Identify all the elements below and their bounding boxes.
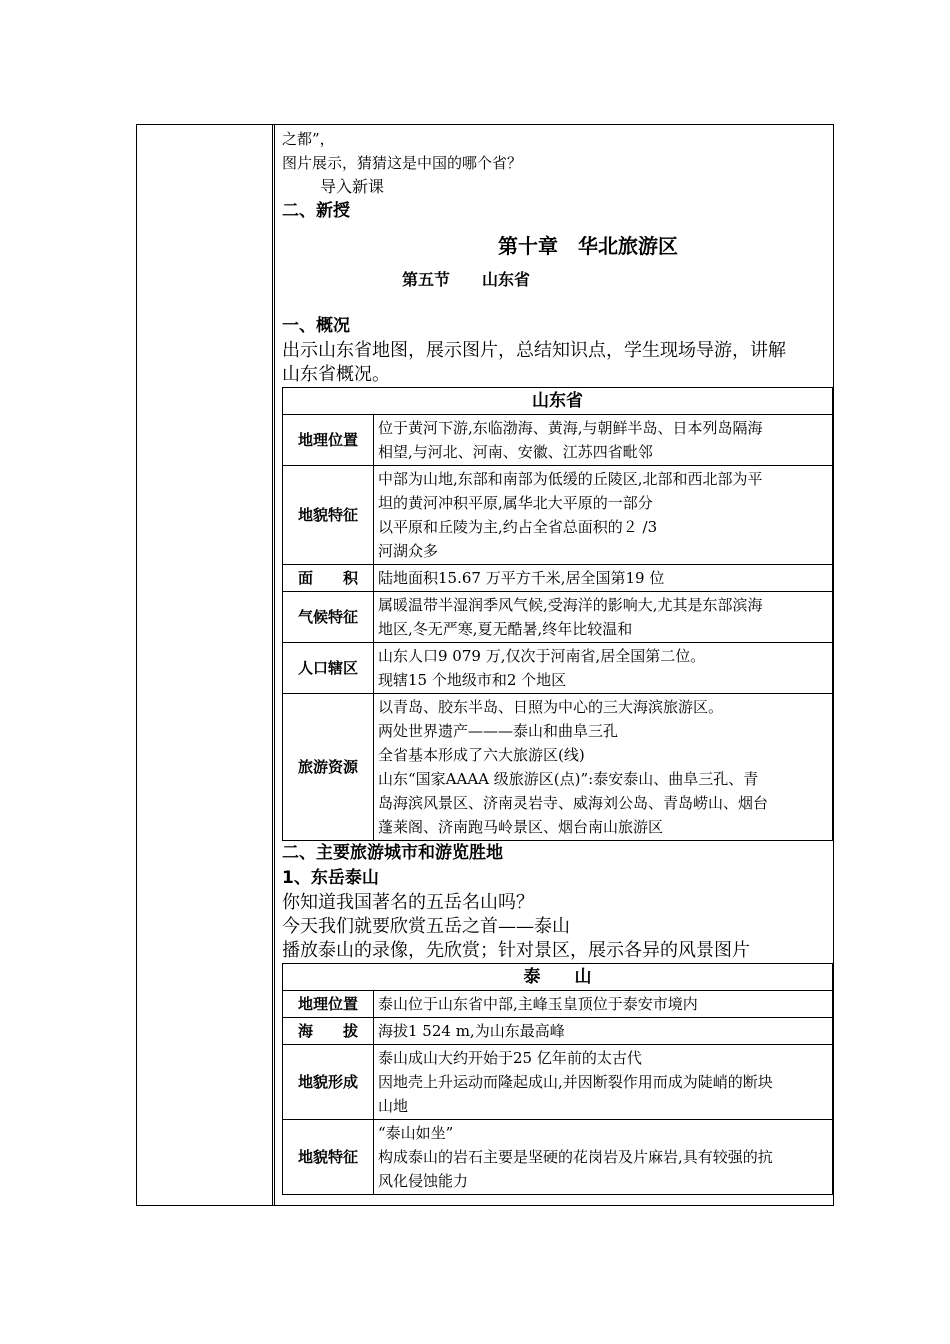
table-row — [283, 694, 833, 841]
row-value-line: 以平原和丘陵为主,约占全省总面积的２ /3 — [378, 518, 658, 536]
row-value — [374, 1120, 833, 1195]
row-value-line: 全省基本形成了六大旅游区(线) — [378, 746, 585, 764]
row-value — [374, 565, 833, 592]
row-label: 旅游资源 — [283, 694, 374, 841]
left-column — [137, 125, 273, 1205]
row-value-line: 两处世界遗产———泰山和曲阜三孔 — [378, 722, 619, 740]
row-label: 地貌特征 — [283, 1120, 374, 1195]
row-value-line: 蓬莱阁、济南跑马岭景区、烟台南山旅游区 — [378, 818, 664, 836]
row-value-line: 陆地面积15.67 万平方千米,居全国第19 位 — [378, 569, 665, 587]
row-value — [374, 592, 833, 643]
table-row — [283, 1045, 833, 1120]
part2-text-3: 播放泰山的录像，先欣赏；针对景区，展示各异的风景图片 — [282, 940, 750, 961]
overview-text-1: 出示山东省地图，展示图片，总结知识点，学生现场导游，讲解 — [282, 340, 786, 361]
lesson-content — [282, 125, 834, 1195]
table-row — [283, 466, 833, 565]
table-row — [283, 1018, 833, 1045]
intro-line-1: 之都”， — [282, 130, 335, 148]
row-label: 气候特征 — [283, 592, 374, 643]
row-label: 地貌形成 — [283, 1045, 374, 1120]
table-row — [283, 565, 833, 592]
row-value-line: 现辖15 个地级市和2 个地区 — [378, 671, 567, 689]
part2-heading: 二、主要旅游城市和游览胜地 — [282, 843, 503, 863]
row-value — [374, 466, 833, 565]
part2-text-2: 今天我们就要欣赏五岳之首——泰山 — [282, 916, 570, 937]
row-value-line: 岛海滨风景区、济南灵岩寺、威海刘公岛、青岛崂山、烟台 — [378, 794, 769, 812]
row-value-line: 泰山位于山东省中部,主峰玉皇顶位于泰安市境内 — [378, 995, 698, 1013]
row-value-line: 山东人口9 079 万,仅次于河南省,居全国第二位。 — [378, 647, 706, 665]
row-value-line: 山东“国家AAAA 级旅游区(点)”:泰安泰山、曲阜三孔、青 — [378, 770, 759, 788]
overview-text-2: 山东省概况。 — [282, 364, 390, 385]
table-row — [283, 991, 833, 1018]
table-row — [283, 415, 833, 466]
row-value-line: 相望,与河北、河南、安徽、江苏四省毗邻 — [378, 443, 653, 461]
row-value — [374, 694, 833, 841]
row-label: 地理位置 — [283, 991, 374, 1018]
row-value-line: 因地壳上升运动而隆起成山,并因断裂作用而成为陡峭的断块 — [378, 1073, 773, 1091]
row-label: 人口辖区 — [283, 643, 374, 694]
row-label: 面 积 — [283, 565, 374, 592]
part2-text-1: 你知道我国著名的五岳名山吗？ — [282, 892, 534, 913]
taishan-table — [282, 963, 833, 1195]
row-value — [374, 1018, 833, 1045]
row-value-line: 风化侵蚀能力 — [378, 1172, 469, 1190]
row-value-line: 地区,冬无严寒,夏无酷暑,终年比较温和 — [378, 620, 633, 638]
row-label: 海 拔 — [283, 1018, 374, 1045]
table-row — [283, 1120, 833, 1195]
row-value-line: 构成泰山的岩石主要是坚硬的花岗岩及片麻岩,具有较强的抗 — [378, 1148, 773, 1166]
row-value-line: 山地 — [378, 1097, 409, 1115]
row-value — [374, 643, 833, 694]
row-value-line: 以青岛、胶东半岛、日照为中心的三大海滨旅游区。 — [378, 698, 724, 716]
taishan-table-title: 泰 山 — [283, 964, 833, 991]
overview-heading: 一、概况 — [282, 316, 350, 336]
section-title: 第五节 山东省 — [402, 270, 531, 289]
row-value-line: 海拔1 524 m,为山东最高峰 — [378, 1022, 565, 1040]
row-value-line: “泰山如坐” — [378, 1124, 454, 1142]
intro-line-2: 图片展示，猜猜这是中国的哪个省？ — [282, 154, 523, 172]
row-label: 地貌特征 — [283, 466, 374, 565]
row-label: 地理位置 — [283, 415, 374, 466]
table-row — [283, 592, 833, 643]
row-value-line: 坦的黄河冲积平原,属华北大平原的一部分 — [378, 494, 653, 512]
row-value-line: 泰山成山大约开始于25 亿年前的太古代 — [378, 1049, 642, 1067]
row-value-line: 位于黄河下游,东临渤海、黄海,与朝鲜半岛、日本列岛隔海 — [378, 419, 763, 437]
row-value-line: 属暖温带半湿润季风气候,受海洋的影响大,尤其是东部滨海 — [378, 596, 763, 614]
row-value — [374, 991, 833, 1018]
row-value-line: 河湖众多 — [378, 542, 439, 560]
lesson-plan-frame — [136, 124, 834, 1206]
row-value-line: 中部为山地,东部和南部为低缓的丘陵区,北部和西北部为平 — [378, 470, 763, 488]
part2-subheading: 1、东岳泰山 — [282, 868, 379, 888]
intro-line-3: 导入新课 — [320, 177, 385, 196]
shandong-table-title: 山东省 — [283, 388, 833, 415]
row-value — [374, 415, 833, 466]
shandong-table — [282, 387, 833, 841]
table-row — [283, 643, 833, 694]
chapter-title: 第十章 华北旅游区 — [498, 234, 678, 258]
section-2-heading: 二、新授 — [282, 201, 350, 221]
row-value — [374, 1045, 833, 1120]
